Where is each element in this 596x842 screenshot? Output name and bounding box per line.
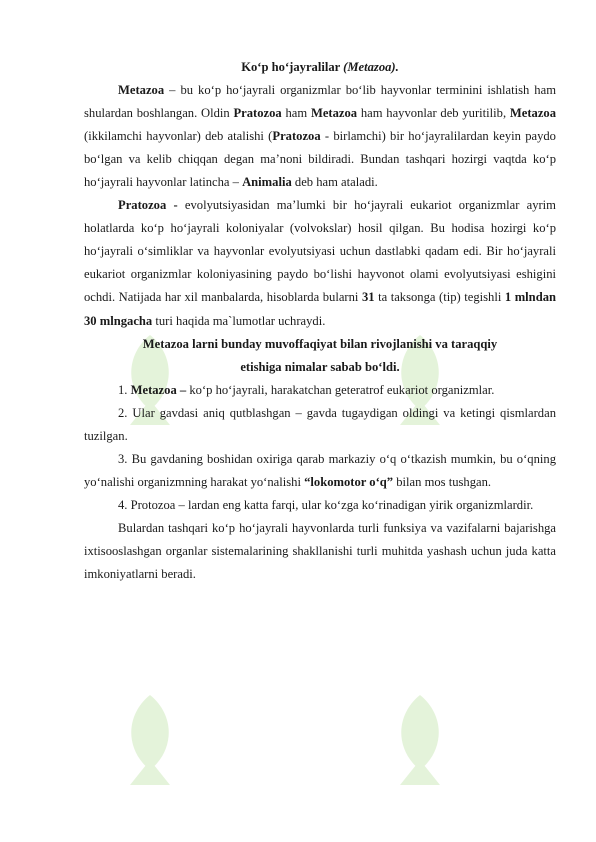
subheading-line2: etishiga nimalar sabab bo‘ldi.	[240, 359, 400, 374]
list-item-4: 4. Protozoa – lardan eng katta farqi, ular ko‘zga ko‘rinadigan yirik organizmlardir.	[118, 497, 534, 512]
watermark-logo-icon	[380, 690, 460, 800]
paragraph-conclusion: Bulardan tashqari ko‘p ho‘jayrali hayvonlarda turli funksiya va vazifalarni bajarishga ixtisooslashgan organlar sistemalarining shakllanishi turli muhitda yashash uchun juda katta imkoniyatlarni beradi.	[84, 520, 556, 582]
page-title: Ko‘p ho‘jayralilar (Metazoa).	[241, 60, 399, 74]
list-item-1: 1. Metazoa – ko‘p ho‘jayrali, harakatchan geteratrof eukariot organizmlar.	[118, 382, 495, 397]
list-item-2: 2. Ular gavdasi aniq qutblashgan – gavda tugaydigan oldingi va ketingi qismlardan tuzilgan.	[84, 405, 556, 443]
subheading-line1: Metazoa larni bunday muvoffaqiyat bilan rivojlanishi va taraqqiy	[142, 336, 498, 351]
paragraph-pratozoa: Pratozoa - evolyutsiyasidan ma’lumki bir ho‘jayrali eukariot organizmlar ayrim holatlarda ko‘p ho‘jayrali koloniyalar (volvokslar) hosil qilgan. Bu hodisa hozirgi ko‘p ho‘jayrali o‘simliklar va hayvonlar evolyutsiyasi uchun dastlabki qadam edi. Bir ho‘jayrali eukariot organizmlar koloniyasining paydo bo‘lishi hayvonot olami evolyutsiyasi eshigini ochdi. Natijada har xil manbalarda, hisoblarda bularni 31 ta taksonga (tip) tegishli 1 mlndan 30 mlngacha turi haqida ma`lumotlar uchraydi.	[84, 198, 556, 328]
title-latin: (Metazoa).	[343, 60, 399, 74]
watermark-logo-icon	[110, 690, 190, 800]
paragraph-metazoa: Metazoa – bu ko‘p ho‘jayrali organizmlar bo‘lib hayvonlar terminini ishlatish ham shulardan boshlangan. Oldin Pratozoa ham Metazoa ham hayvonlar deb yuritilib, Metazoa (ikkilamchi hayvonlar) deb atalishi (Pratozoa - birlamchi) bir ho‘jayralilardan keyin paydo bo‘lgan va kelib chiqqan degan ma’noni bildiradi. Bundan tashqari hozirgi vaqtda ko‘p ho‘jayrali hayvonlar latincha – Animalia deb ham ataladi.	[84, 83, 557, 190]
list-item-3: 3. Bu gavdaning boshidan oxiriga qarab markaziy o‘q o‘tkazish mumkin, bu o‘qning yo‘nalishi organizmning harakat yo‘nalishi “lokomotor o‘q” bilan mos tushgan.	[84, 451, 556, 489]
document-page	[84, 56, 556, 586]
